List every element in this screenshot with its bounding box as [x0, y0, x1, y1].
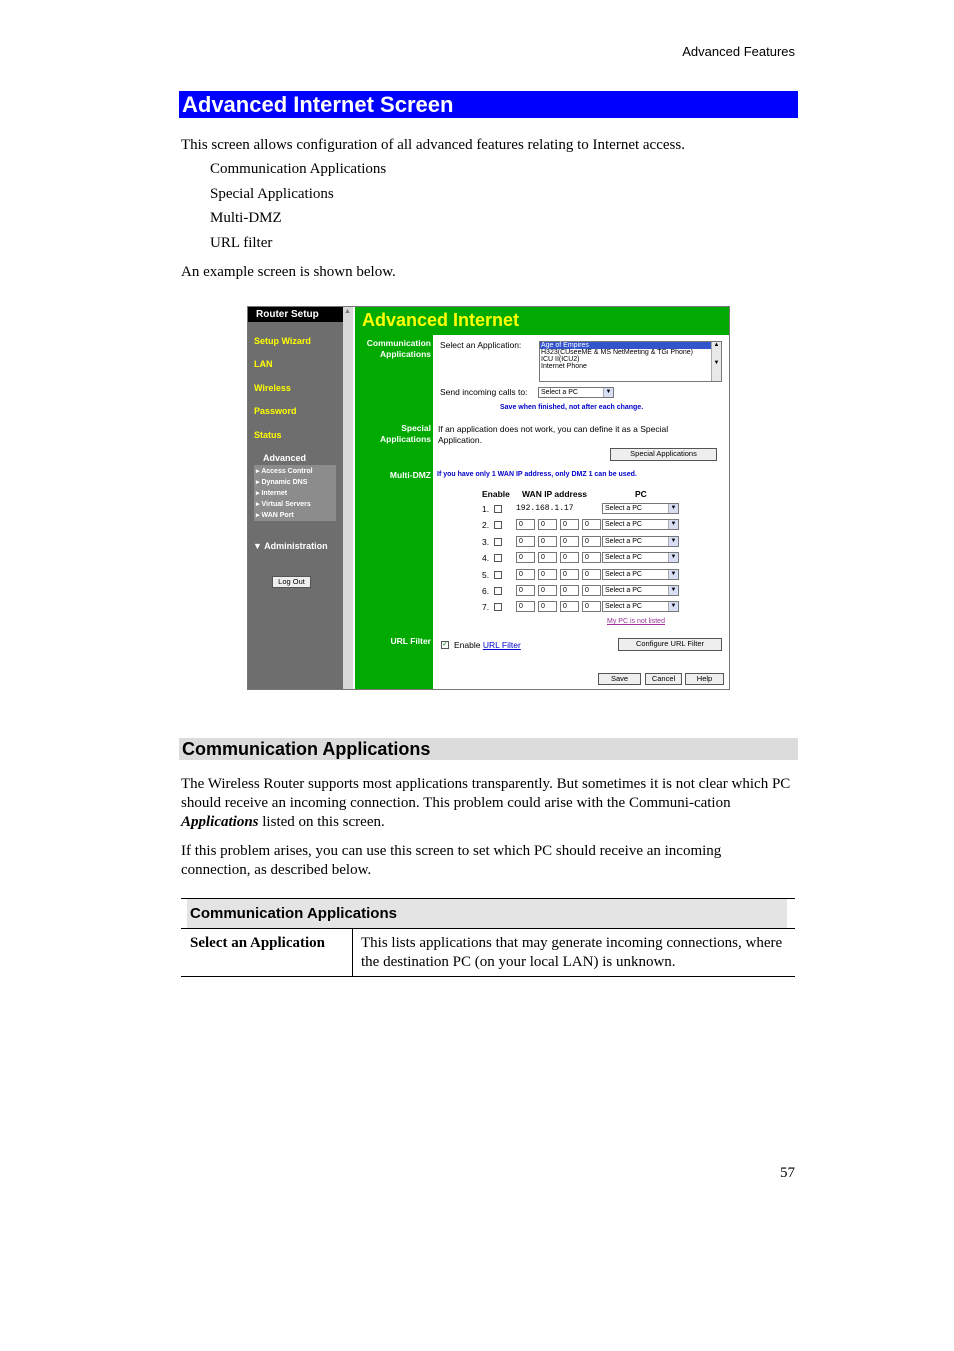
- sidebar-title: Router Setup: [248, 307, 343, 322]
- feature-item: Communication Applications: [210, 161, 387, 177]
- chevron-down-icon: ▼: [668, 553, 678, 562]
- subnav-access-control[interactable]: ▸ Access Control: [256, 468, 313, 475]
- list-item[interactable]: H323(CUseeME & MS NetMeeting & TGi Phone): [541, 349, 693, 356]
- dmz-ip-octet-input[interactable]: 0: [560, 536, 579, 547]
- url-filter-enable: [454, 640, 521, 650]
- chevron-down-icon: ▼: [603, 388, 613, 397]
- select-value: Select a PC: [605, 537, 642, 545]
- table-rule: [181, 928, 795, 929]
- col-wan-ip: WAN IP address: [522, 489, 588, 499]
- special-apps-button[interactable]: Special Applications: [610, 448, 717, 461]
- router-screenshot: [247, 306, 730, 690]
- configure-url-filter-button[interactable]: Configure URL Filter: [618, 638, 722, 651]
- dmz-ip-octet-input[interactable]: 0: [516, 519, 535, 530]
- dmz-enable-checkbox[interactable]: [494, 571, 502, 579]
- cancel-button[interactable]: Cancel: [645, 673, 682, 685]
- dmz-pc-select[interactable]: [602, 503, 679, 514]
- chevron-down-icon: ▼: [668, 520, 678, 529]
- dmz-enable-checkbox[interactable]: [494, 538, 502, 546]
- dmz-ip-octet-input[interactable]: 0: [538, 585, 557, 596]
- subnav-label: WAN Port: [261, 512, 294, 519]
- nav-setup-wizard[interactable]: Setup Wizard: [254, 336, 311, 346]
- nav-administration[interactable]: [253, 541, 328, 551]
- subnav-internet[interactable]: ▸ Internet: [256, 490, 288, 497]
- dmz-enable-checkbox[interactable]: [494, 554, 502, 562]
- nav-administration-label: Administration: [264, 541, 328, 551]
- dmz-enable-checkbox[interactable]: [494, 603, 502, 611]
- dmz-row-number: 5.: [482, 569, 490, 580]
- table-rule: [181, 976, 795, 977]
- chevron-down-icon: ▼: [668, 537, 678, 546]
- dmz-enable-checkbox[interactable]: [494, 505, 502, 513]
- url-filter-label: URL Filter: [390, 636, 431, 646]
- select-value: Select a PC: [605, 603, 642, 611]
- list-item[interactable]: Internet Phone: [541, 363, 587, 370]
- select-value: Select a PC: [605, 521, 642, 529]
- dmz-row-number: 3.: [482, 536, 490, 547]
- chevron-down-icon: ▼: [668, 586, 678, 595]
- para1-start: The Wireless Router supports most applications transparently. But sometimes it is not clear which PC should receive an incoming connection. This problem could arise with the Communi-cation: [181, 776, 791, 811]
- list-item[interactable]: Age of Empires: [540, 342, 711, 349]
- dmz-enable-checkbox[interactable]: [494, 521, 502, 529]
- dmz-ip-octet-input[interactable]: 0: [538, 569, 557, 580]
- send-calls-label: Send incoming calls to:: [440, 387, 528, 397]
- dmz-ip-octet-input[interactable]: 0: [560, 601, 579, 612]
- dmz-ip-octet-input[interactable]: 0: [538, 536, 557, 547]
- feature-item: Multi-DMZ: [210, 210, 282, 226]
- dmz-pc-select[interactable]: [602, 552, 679, 563]
- subnav-label: Access Control: [261, 468, 313, 475]
- select-value: Select a PC: [605, 554, 642, 562]
- dmz-ip-octet-input[interactable]: 0: [560, 585, 579, 596]
- dmz-ip-octet-input[interactable]: 0: [516, 536, 535, 547]
- table-header: Communication Applications: [187, 899, 787, 928]
- nav-wireless[interactable]: Wireless: [254, 383, 291, 393]
- dmz-enable-checkbox[interactable]: [494, 587, 502, 595]
- dmz-pc-select[interactable]: [602, 536, 679, 547]
- dmz-pc-select[interactable]: [602, 519, 679, 530]
- subnav-label: Internet: [261, 490, 288, 497]
- dmz-row-number: 1.: [482, 504, 490, 514]
- chevron-down-icon: ▼: [668, 570, 678, 579]
- feature-item: Special Applications: [210, 186, 334, 202]
- dmz-ip-octet-input[interactable]: 0: [538, 601, 557, 612]
- select-app-label: Select an Application:: [440, 340, 522, 350]
- screen-heading: Advanced Internet: [362, 310, 520, 330]
- col-pc: PC: [635, 489, 647, 499]
- dmz-row-number: 2.: [482, 520, 490, 531]
- application-list[interactable]: [539, 341, 722, 382]
- dmz-ip-octet-input[interactable]: 0: [582, 519, 601, 530]
- comm-apps-label: Communication Applications: [366, 338, 431, 359]
- select-value: Select a PC: [605, 505, 642, 512]
- page-title: Advanced Internet Screen: [179, 91, 798, 118]
- list-item[interactable]: ICU II(ICU2): [541, 356, 580, 363]
- subnav-label: Dynamic DNS: [261, 479, 308, 486]
- list-scrollbar[interactable]: ▲ ▼: [711, 342, 721, 381]
- running-header: Advanced Features: [682, 44, 795, 59]
- dmz-ip-octet-input[interactable]: 0: [582, 601, 601, 612]
- dmz-ip-octet-input[interactable]: 0: [516, 601, 535, 612]
- logout-button[interactable]: Log Out: [272, 576, 311, 588]
- dmz-ip-text: 192.168.1.17: [516, 504, 574, 513]
- dmz-row-number: 4.: [482, 553, 490, 564]
- dmz-row-number: 7.: [482, 602, 490, 613]
- dmz-ip-octet-input[interactable]: 0: [560, 552, 579, 563]
- dmz-ip-octet-input[interactable]: 0: [516, 569, 535, 580]
- triangle-down-icon: ▼: [253, 541, 262, 551]
- dmz-ip-octet-input[interactable]: 0: [560, 519, 579, 530]
- dmz-ip-octet-input[interactable]: 0: [582, 585, 601, 596]
- nav-advanced[interactable]: Advanced: [263, 453, 307, 463]
- select-value: Select a PC: [541, 389, 578, 396]
- dmz-ip-octet-input[interactable]: 0: [516, 585, 535, 596]
- table-column-divider: [352, 929, 353, 976]
- sidebar-scrollbar[interactable]: [343, 307, 353, 690]
- dmz-ip-octet-input[interactable]: 0: [582, 552, 601, 563]
- table-row-label: Select an Application: [190, 935, 326, 951]
- dmz-ip-octet-input[interactable]: 0: [516, 552, 535, 563]
- select-value: Select a PC: [605, 570, 642, 578]
- save-note: Save when finished, not after each change.: [500, 404, 644, 411]
- nav-password[interactable]: Password: [254, 406, 297, 416]
- dmz-pc-select[interactable]: [602, 585, 679, 596]
- dmz-ip-octet-input[interactable]: 0: [582, 536, 601, 547]
- paragraph-1: [181, 775, 798, 832]
- chevron-down-icon: ▼: [668, 602, 678, 611]
- dmz-pc-select[interactable]: [602, 569, 679, 580]
- select-value: Select a PC: [605, 587, 642, 594]
- paragraph-2: If this problem arises, you can use this screen to set which PC should receive an incoming connection, as described below.: [181, 843, 722, 878]
- dmz-ip-octet-input[interactable]: 0: [560, 569, 579, 580]
- url-filter-link[interactable]: URL Filter: [482, 640, 521, 650]
- dmz-ip-octet-input[interactable]: 0: [538, 519, 557, 530]
- subnav-virtual-servers[interactable]: ▸ Virtual Servers: [256, 501, 311, 508]
- url-filter-checkbox[interactable]: ✓: [442, 641, 448, 648]
- intro-text: This screen allows configuration of all advanced features relating to Internet access.: [181, 137, 685, 153]
- help-button[interactable]: Help: [685, 673, 724, 685]
- col-enable: Enable: [482, 489, 510, 499]
- chevron-down-icon: ▼: [668, 504, 678, 513]
- subnav-label: Virtual Servers: [261, 501, 311, 508]
- multi-dmz-label: Multi-DMZ: [389, 470, 431, 480]
- section-title: Communication Applications: [179, 738, 798, 760]
- para1-end: listed on this screen.: [258, 814, 385, 830]
- label-column: [355, 307, 433, 690]
- dmz-ip-octet-input[interactable]: 0: [582, 569, 601, 580]
- feature-item: URL filter: [210, 235, 273, 251]
- table-row-text: This lists applications that may generate incoming connections, where the destination PC (on your local LAN) is unknown.: [361, 935, 783, 970]
- page-number: 57: [780, 1165, 795, 1181]
- subnav-dynamic-dns[interactable]: ▸ Dynamic DNS: [256, 479, 308, 486]
- enable-text: Enable: [454, 640, 481, 650]
- subnav-wan-port[interactable]: ▸ WAN Port: [256, 512, 294, 519]
- dmz-pc-select[interactable]: [602, 601, 679, 612]
- dmz-row-number: 6.: [482, 586, 490, 596]
- scroll-up-icon[interactable]: ▲: [344, 308, 351, 315]
- save-button[interactable]: Save: [598, 673, 641, 685]
- para1-emphasis: Applications: [181, 814, 259, 830]
- nav-status[interactable]: Status: [254, 430, 282, 440]
- special-apps-text: If an application does not work, you can define it as a Special Application.: [438, 424, 669, 445]
- example-text: An example screen is shown below.: [181, 264, 396, 280]
- nav-lan[interactable]: LAN: [254, 359, 273, 369]
- dmz-ip-octet-input[interactable]: 0: [538, 552, 557, 563]
- pc-not-listed-link[interactable]: My PC is not listed: [607, 618, 665, 625]
- special-apps-label: Special Applications: [379, 423, 431, 444]
- dmz-note: If you have only 1 WAN IP address, only DMZ 1 can be used.: [437, 471, 637, 478]
- send-calls-select[interactable]: [538, 387, 614, 398]
